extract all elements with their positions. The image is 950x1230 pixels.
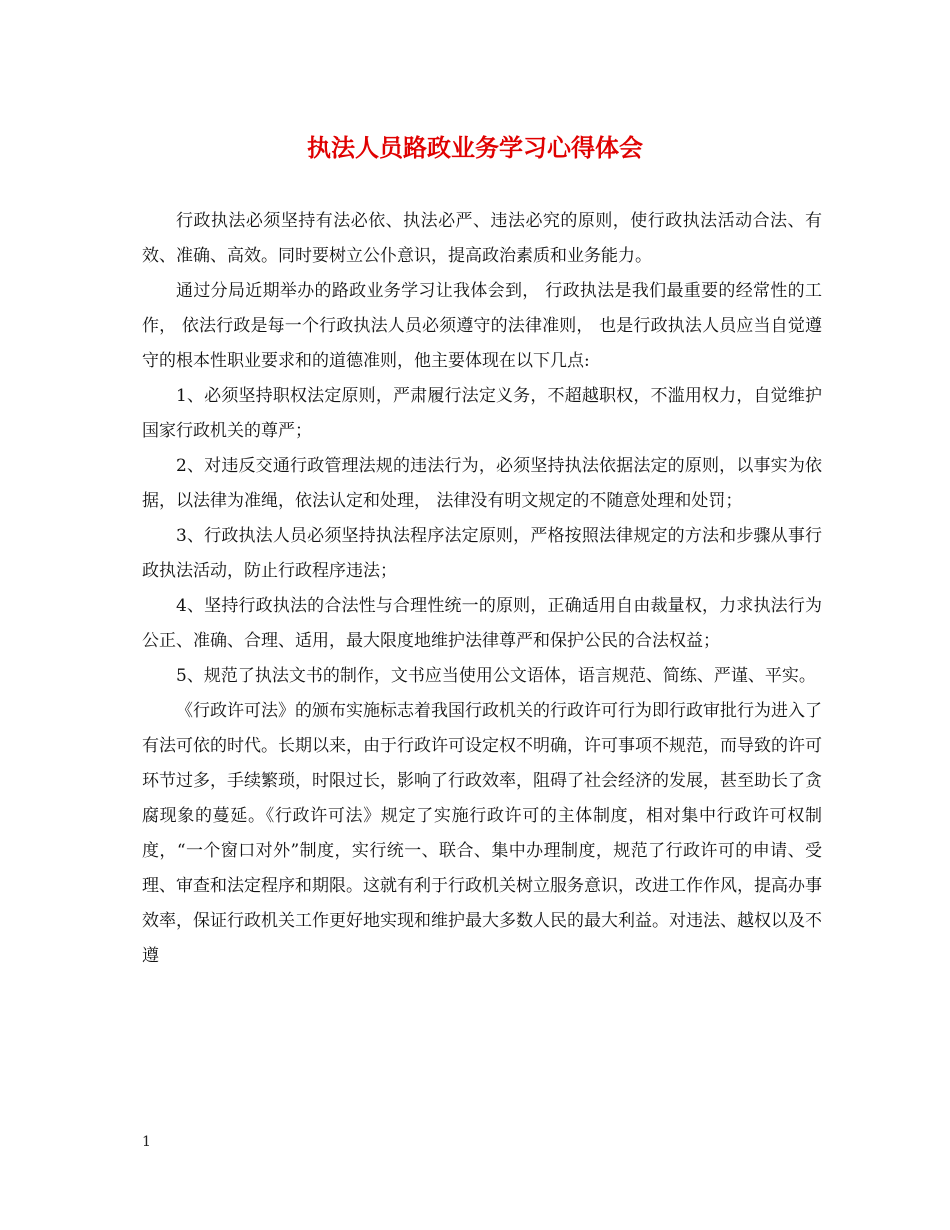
page-number: 1 — [142, 1134, 151, 1150]
paragraph-licensing-law: 《行政许可法》的颁布实施标志着我国行政机关的行政许可行为即行政审批行为进入了有法可依的时代。长期以来，由于行政许可设定权不明确，许可事项不规范，而导致的许可环节过多，手续繁琐，时限过长，影响了行政效率，阻碍了社会经济的发展，甚至助长了贪腐现象的蔓延。《行政许可法》规定了实施行政许可的主体制度，相对集中行政许可权制度，“一个窗口对外”制度，实行统一、联合、集中办理制度，规范了行政许可的申请、受理、审查和法定程序和期限。这就有利于行政机关树立服务意识，改进工作作风，提高办事效率，保证行政机关工作更好地实现和维护最大多数人民的最大利益。对违法、越权以及不遵 — [142, 701, 822, 966]
paragraph-point-3: 3、行政执法人员必须坚持执法程序法定原则，严格按照法律规定的方法和步骤从事行政执法活动，防止行政程序违法； — [142, 526, 822, 581]
document-title: 执法人员路政业务学习心得体会 — [307, 133, 643, 162]
document-body — [142, 204, 822, 974]
paragraph-point-5: 5、规范了执法文书的制作，文书应当使用公文语体，语言规范、简练、严谨、平实。 — [176, 666, 816, 686]
paragraph-point-4: 4、坚持行政执法的合法性与合理性统一的原则，正确适用自由裁量权，力求执法行为公正、准确、合理、适用，最大限度地维护法律尊严和保护公民的合法权益； — [142, 596, 822, 651]
paragraph-intro: 行政执法必须坚持有法必依、执法必严、违法必究的原则，使行政执法活动合法、有效、准确、高效。同时要树立公仆意识，提高政治素质和业务能力。 — [142, 211, 822, 266]
paragraph-point-2: 2、对违反交通行政管理法规的违法行为，必须坚持执法依据法定的原则，以事实为依据，以法律为准绳，依法认定和处理， 法律没有明文规定的不随意处理和处罚； — [142, 456, 822, 511]
paragraph-experience: 通过分局近期举办的路政业务学习让我体会到， 行政执法是我们最重要的经常性的工作， 依法行政是每一个行政执法人员必须遵守的法律准则， 也是行政执法人员应当自觉遵守的根本性职业要求和的道德准则，他主要体现在以下几点: — [142, 281, 822, 371]
paragraph-point-1: 1、必须坚持职权法定原则，严肃履行法定义务，不超越职权，不滥用权力，自觉维护国家行政机关的尊严； — [142, 386, 822, 441]
